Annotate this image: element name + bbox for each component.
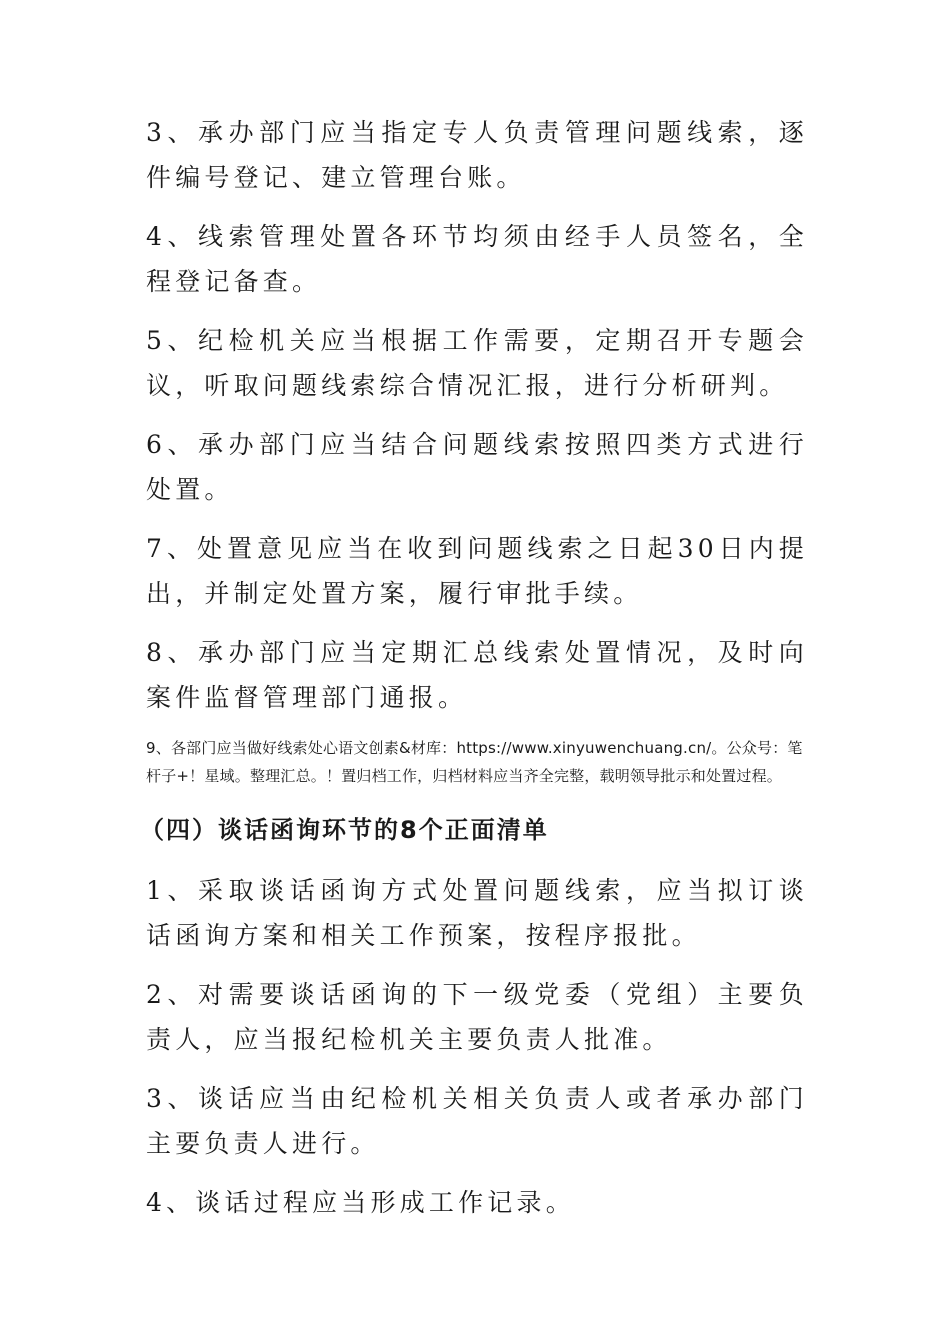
interview-item-3: 3、谈话应当由纪检机关相关负责人或者承办部门主要负责人进行。 [146,1084,808,1158]
interview-item-1: 1、采取谈话函询方式处置问题线索，应当拟订谈话函询方案和相关工作预案，按程序报批。 [146,876,808,950]
paragraph-item-5: 5、纪检机关应当根据工作需要，定期召开专题会议，听取问题线索综合情况汇报，进行分析研判。 [146,326,808,400]
paragraph-item-3: 3、承办部门应当指定专人负责管理问题线索，逐件编号登记、建立管理台账。 [146,118,808,192]
interview-item-2: 2、对需要谈话函询的下一级党委（党组）主要负责人，应当报纪检机关主要负责人批准。 [146,980,808,1054]
paragraph-item-8: 8、承办部门应当定期汇总线索处置情况，及时向案件监督管理部门通报。 [146,638,808,712]
section-heading: （四）谈话函询环节的8个正面清单 [140,816,549,844]
paragraph-item-7: 7、处置意见应当在收到问题线索之日起30日内提出，并制定处置方案，履行审批手续。 [146,534,808,608]
small-note-paragraph: 9、各部门应当做好线索处心语文创素&材库：https://www.xinyuwenchuang.cn/。公众号：笔杆子+！星域。整理汇总。！置归档工作，归档材料应当齐全完整，载明领导批示和处置过程。 [146,739,803,785]
interview-item-4: 4、谈话过程应当形成工作记录。 [146,1188,575,1217]
paragraph-item-6: 6、承办部门应当结合问题线索按照四类方式进行处置。 [146,430,808,504]
paragraph-item-4: 4、线索管理处置各环节均须由经手人员签名，全程登记备查。 [146,222,808,296]
document-body [140,110,808,1239]
